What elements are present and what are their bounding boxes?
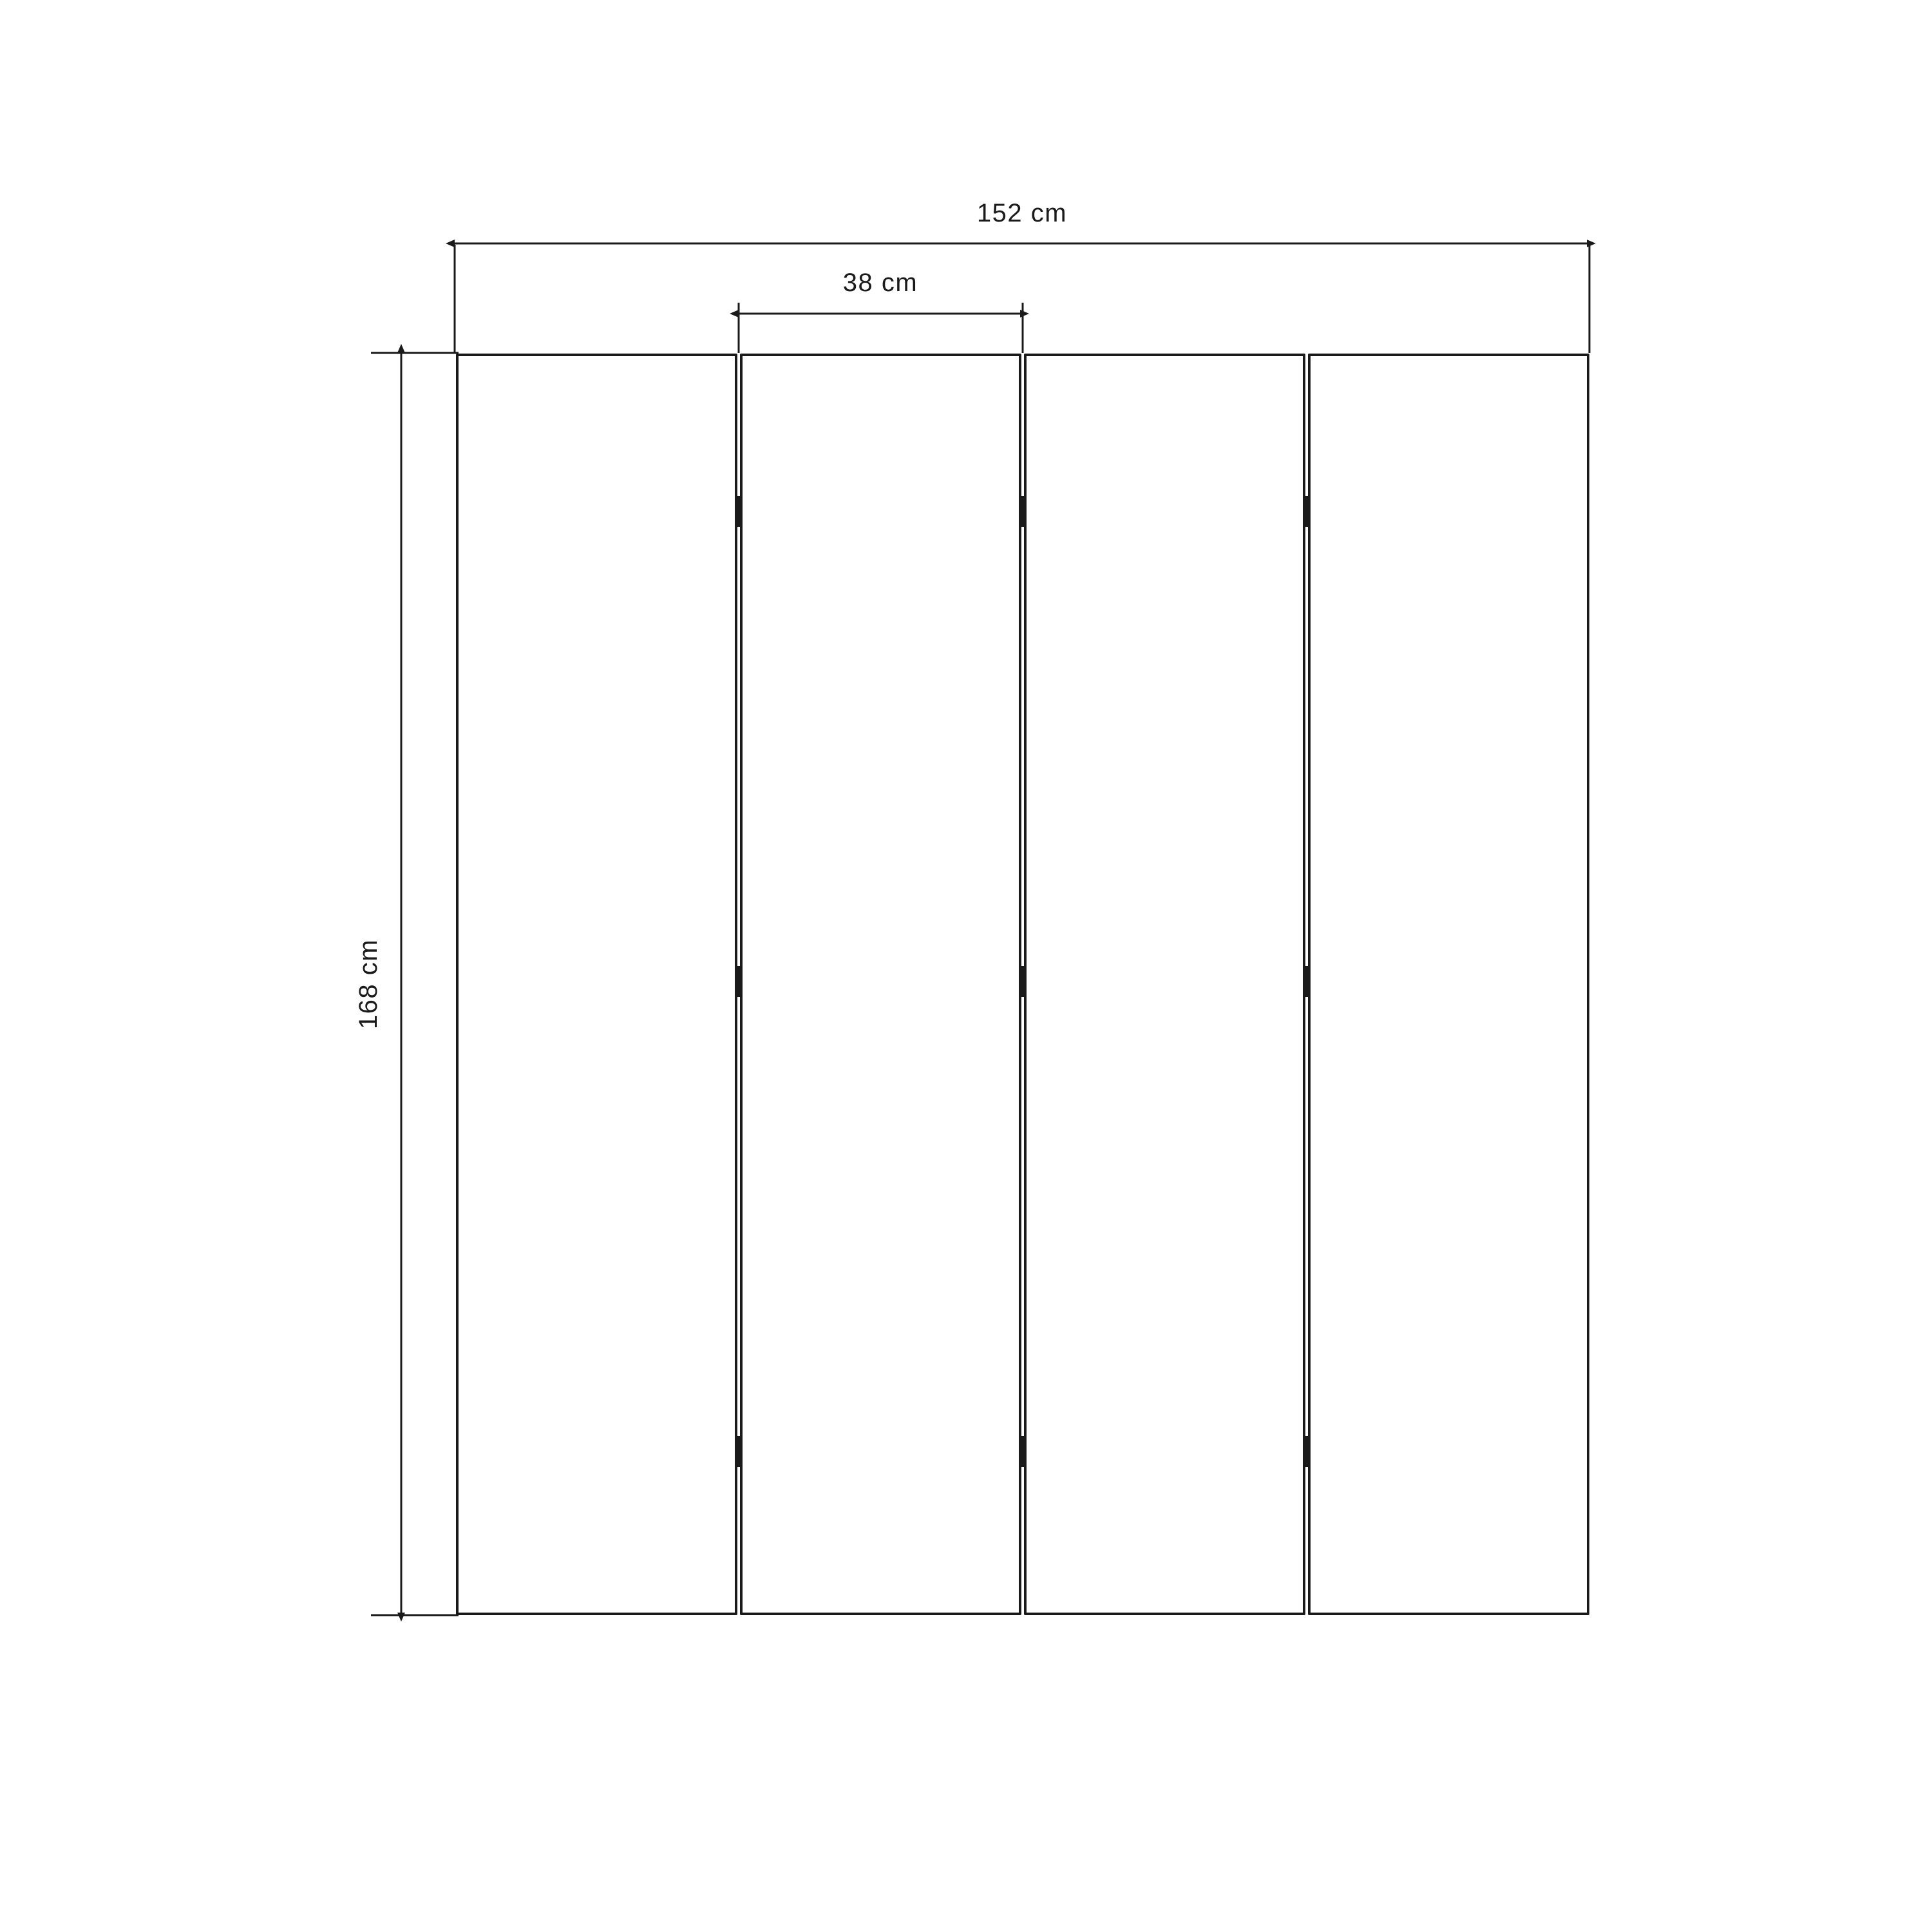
hinge-lower-mid: [1019, 1436, 1026, 1467]
overall-width-label: 152 cm: [976, 199, 1068, 227]
hinge-upper-right: [1303, 496, 1310, 527]
panel-3: [1025, 355, 1304, 1614]
height-label: 168 cm: [354, 938, 383, 1030]
panel-4: [1309, 355, 1588, 1614]
panel-2: [741, 355, 1020, 1614]
panel-width-label: 38 cm: [842, 269, 918, 297]
hinge-lower-right: [1303, 1436, 1310, 1467]
hinge-middle-right: [1303, 966, 1310, 997]
hinge-upper-mid: [1019, 496, 1026, 527]
hinge-upper-left: [735, 496, 742, 527]
height-dimension: [354, 353, 459, 1615]
hinge-middle-left: [735, 966, 742, 997]
hinge-middle-mid: [1019, 966, 1026, 997]
panel-1: [457, 355, 736, 1614]
panel-width-dimension: [739, 269, 1023, 353]
hinge-lower-left: [735, 1436, 742, 1467]
